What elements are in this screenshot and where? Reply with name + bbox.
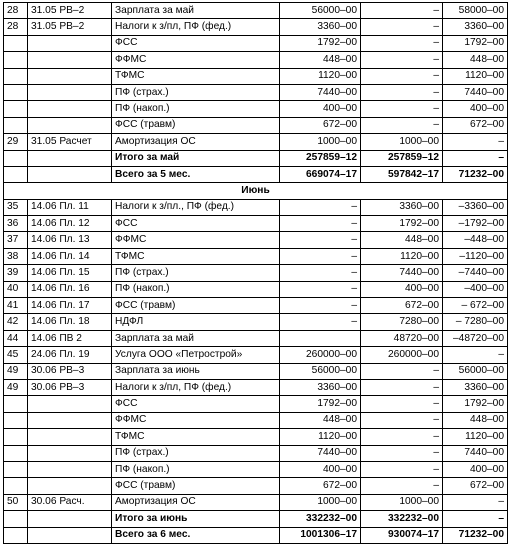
- description-cell: Услуга ООО «Петрострой»: [112, 347, 280, 363]
- date-document-cell: [28, 68, 112, 84]
- date-document-cell: [28, 527, 112, 543]
- amount-cell-1: 400–00: [280, 461, 361, 477]
- amount-cell-1: –: [280, 281, 361, 297]
- entry-number-cell: [4, 35, 28, 51]
- amount-cell-3: 3360–00: [443, 379, 508, 395]
- description-cell: Амортизация ОС: [112, 134, 280, 150]
- amount-cell-3: 448–00: [443, 52, 508, 68]
- amount-cell-3: –448–00: [443, 232, 508, 248]
- date-document-cell: 14.06 Пл. 14: [28, 248, 112, 264]
- amount-cell-3: –: [443, 494, 508, 510]
- description-cell: ПФ (накоп.): [112, 101, 280, 117]
- entry-number-cell: [4, 396, 28, 412]
- table-row: [4, 347, 508, 363]
- description-cell: НДФЛ: [112, 314, 280, 330]
- description-cell: ПФ (накоп.): [112, 461, 280, 477]
- amount-cell-3: 1792–00: [443, 35, 508, 51]
- amount-cell-2: –: [361, 84, 443, 100]
- amount-cell-2: –: [361, 101, 443, 117]
- entry-number-cell: 40: [4, 281, 28, 297]
- amount-cell-2: –: [361, 379, 443, 395]
- table-row: [4, 445, 508, 461]
- entry-number-cell: 38: [4, 248, 28, 264]
- amount-cell-1: 1000–00: [280, 134, 361, 150]
- amount-cell-2: –: [361, 478, 443, 494]
- description-cell: Налоги к з/пл, ПФ (фед.): [112, 19, 280, 35]
- amount-cell-2: 1000–00: [361, 134, 443, 150]
- entry-number-cell: [4, 429, 28, 445]
- table-row: [4, 265, 508, 281]
- date-document-cell: [28, 412, 112, 428]
- amount-cell-2: 597842–17: [361, 166, 443, 182]
- date-document-cell: 30.06 Расч.: [28, 494, 112, 510]
- date-document-cell: 14.06 Пл. 18: [28, 314, 112, 330]
- amount-cell-2: 260000–00: [361, 347, 443, 363]
- description-cell: Амортизация ОС: [112, 494, 280, 510]
- amount-cell-3: 56000–00: [443, 363, 508, 379]
- amount-cell-1: 1792–00: [280, 396, 361, 412]
- ledger-table: [3, 2, 508, 544]
- description-cell: Итого за май: [112, 150, 280, 166]
- amount-cell-2: –: [361, 412, 443, 428]
- amount-cell-3: –: [443, 150, 508, 166]
- amount-cell-3: 400–00: [443, 101, 508, 117]
- amount-cell-3: 672–00: [443, 117, 508, 133]
- amount-cell-1: –: [280, 232, 361, 248]
- date-document-cell: [28, 35, 112, 51]
- entry-number-cell: 44: [4, 330, 28, 346]
- description-cell: ФСС: [112, 396, 280, 412]
- entry-number-cell: 41: [4, 298, 28, 314]
- entry-number-cell: 36: [4, 216, 28, 232]
- table-row: [4, 68, 508, 84]
- table-row: [4, 379, 508, 395]
- amount-cell-2: 672–00: [361, 298, 443, 314]
- description-cell: ПФ (страх.): [112, 265, 280, 281]
- table-row: [4, 363, 508, 379]
- date-document-cell: [28, 445, 112, 461]
- date-document-cell: 14.06 Пл. 12: [28, 216, 112, 232]
- amount-cell-3: 672–00: [443, 478, 508, 494]
- amount-cell-2: 930074–17: [361, 527, 443, 543]
- date-document-cell: 30.06 РВ–3: [28, 363, 112, 379]
- entry-number-cell: 29: [4, 134, 28, 150]
- description-cell: Налоги к з/пл, ПФ (фед.): [112, 379, 280, 395]
- amount-cell-1: 400–00: [280, 101, 361, 117]
- description-cell: ПФ (страх.): [112, 445, 280, 461]
- entry-number-cell: [4, 52, 28, 68]
- amount-cell-3: –: [443, 511, 508, 527]
- total-row: [4, 511, 508, 527]
- date-document-cell: 31.05 РВ–2: [28, 19, 112, 35]
- table-row: [4, 216, 508, 232]
- amount-cell-3: –3360–00: [443, 199, 508, 215]
- date-document-cell: [28, 84, 112, 100]
- entry-number-cell: 37: [4, 232, 28, 248]
- entry-number-cell: [4, 166, 28, 182]
- amount-cell-2: 257859–12: [361, 150, 443, 166]
- amount-cell-1: –: [280, 199, 361, 215]
- date-document-cell: [28, 166, 112, 182]
- description-cell: ФСС (травм): [112, 298, 280, 314]
- date-document-cell: [28, 101, 112, 117]
- table-row: [4, 298, 508, 314]
- date-document-cell: [28, 429, 112, 445]
- table-row: [4, 35, 508, 51]
- amount-cell-1: –: [280, 216, 361, 232]
- amount-cell-1: 1120–00: [280, 68, 361, 84]
- amount-cell-1: 448–00: [280, 52, 361, 68]
- amount-cell-2: –: [361, 117, 443, 133]
- section-title: Июнь: [4, 183, 508, 199]
- description-cell: ПФ (накоп.): [112, 281, 280, 297]
- description-cell: Всего за 6 мес.: [112, 527, 280, 543]
- description-cell: Зарплата за июнь: [112, 363, 280, 379]
- amount-cell-3: – 7280–00: [443, 314, 508, 330]
- table-row: [4, 248, 508, 264]
- amount-cell-1: 672–00: [280, 117, 361, 133]
- date-document-cell: [28, 52, 112, 68]
- amount-cell-3: 3360–00: [443, 19, 508, 35]
- entry-number-cell: [4, 84, 28, 100]
- date-document-cell: 30.06 РВ–3: [28, 379, 112, 395]
- date-document-cell: 14.06 Пл. 17: [28, 298, 112, 314]
- description-cell: ТФМС: [112, 429, 280, 445]
- amount-cell-1: –: [280, 248, 361, 264]
- amount-cell-1: 56000–00: [280, 363, 361, 379]
- date-document-cell: 14.06 Пл. 16: [28, 281, 112, 297]
- entry-number-cell: [4, 150, 28, 166]
- table-row: [4, 3, 508, 19]
- amount-cell-2: 448–00: [361, 232, 443, 248]
- amount-cell-3: 1120–00: [443, 68, 508, 84]
- amount-cell-3: –48720–00: [443, 330, 508, 346]
- amount-cell-3: 7440–00: [443, 445, 508, 461]
- date-document-cell: 14.06 Пл. 15: [28, 265, 112, 281]
- amount-cell-2: –: [361, 35, 443, 51]
- amount-cell-3: 1120–00: [443, 429, 508, 445]
- amount-cell-1: 1792–00: [280, 35, 361, 51]
- table-row: [4, 101, 508, 117]
- amount-cell-3: 7440–00: [443, 84, 508, 100]
- amount-cell-3: –1792–00: [443, 216, 508, 232]
- date-document-cell: [28, 117, 112, 133]
- description-cell: Всего за 5 мес.: [112, 166, 280, 182]
- total-row: [4, 166, 508, 182]
- amount-cell-1: 3360–00: [280, 379, 361, 395]
- description-cell: ПФ (страх.): [112, 84, 280, 100]
- amount-cell-2: –: [361, 19, 443, 35]
- entry-number-cell: [4, 117, 28, 133]
- amount-cell-1: 3360–00: [280, 19, 361, 35]
- date-document-cell: 24.06 Пл. 19: [28, 347, 112, 363]
- date-document-cell: 14.06 Пл. 11: [28, 199, 112, 215]
- amount-cell-2: –: [361, 68, 443, 84]
- entry-number-cell: 35: [4, 199, 28, 215]
- description-cell: Зарплата за май: [112, 330, 280, 346]
- date-document-cell: 14.06 Пл. 13: [28, 232, 112, 248]
- amount-cell-2: 1000–00: [361, 494, 443, 510]
- amount-cell-2: 400–00: [361, 281, 443, 297]
- section-header-row: [4, 183, 508, 199]
- amount-cell-1: 1000–00: [280, 494, 361, 510]
- entry-number-cell: [4, 68, 28, 84]
- amount-cell-1: 1120–00: [280, 429, 361, 445]
- amount-cell-1: 1001306–17: [280, 527, 361, 543]
- description-cell: ФСС (травм): [112, 117, 280, 133]
- amount-cell-2: –: [361, 461, 443, 477]
- description-cell: ФФМС: [112, 412, 280, 428]
- table-row: [4, 232, 508, 248]
- total-row: [4, 150, 508, 166]
- table-row: [4, 117, 508, 133]
- description-cell: Зарплата за май: [112, 3, 280, 19]
- amount-cell-3: 58000–00: [443, 3, 508, 19]
- amount-cell-2: 1792–00: [361, 216, 443, 232]
- date-document-cell: 14.06 ПВ 2: [28, 330, 112, 346]
- table-row: [4, 314, 508, 330]
- amount-cell-2: –: [361, 396, 443, 412]
- amount-cell-2: 3360–00: [361, 199, 443, 215]
- amount-cell-1: 7440–00: [280, 84, 361, 100]
- entry-number-cell: [4, 461, 28, 477]
- amount-cell-2: –: [361, 52, 443, 68]
- amount-cell-1: –: [280, 265, 361, 281]
- description-cell: ФФМС: [112, 232, 280, 248]
- amount-cell-2: –: [361, 429, 443, 445]
- amount-cell-1: 7440–00: [280, 445, 361, 461]
- date-document-cell: [28, 461, 112, 477]
- amount-cell-3: 1792–00: [443, 396, 508, 412]
- description-cell: ТФМС: [112, 68, 280, 84]
- description-cell: ФФМС: [112, 52, 280, 68]
- table-row: [4, 330, 508, 346]
- description-cell: Итого за июнь: [112, 511, 280, 527]
- table-row: [4, 494, 508, 510]
- entry-number-cell: [4, 527, 28, 543]
- amount-cell-1: 669074–17: [280, 166, 361, 182]
- total-row: [4, 527, 508, 543]
- amount-cell-1: –: [280, 298, 361, 314]
- amount-cell-2: 1120–00: [361, 248, 443, 264]
- table-row: [4, 84, 508, 100]
- amount-cell-3: – 672–00: [443, 298, 508, 314]
- table-row: [4, 429, 508, 445]
- amount-cell-2: –: [361, 363, 443, 379]
- entry-number-cell: 28: [4, 19, 28, 35]
- description-cell: ФСС (травм): [112, 478, 280, 494]
- amount-cell-2: –: [361, 445, 443, 461]
- entry-number-cell: 42: [4, 314, 28, 330]
- amount-cell-3: –: [443, 347, 508, 363]
- description-cell: ФСС: [112, 35, 280, 51]
- table-row: [4, 412, 508, 428]
- entry-number-cell: 49: [4, 363, 28, 379]
- amount-cell-2: –: [361, 3, 443, 19]
- amount-cell-1: [280, 330, 361, 346]
- entry-number-cell: [4, 478, 28, 494]
- entry-number-cell: [4, 445, 28, 461]
- table-row: [4, 281, 508, 297]
- amount-cell-1: 672–00: [280, 478, 361, 494]
- amount-cell-3: –7440–00: [443, 265, 508, 281]
- amount-cell-2: 7280–00: [361, 314, 443, 330]
- amount-cell-3: 71232–00: [443, 527, 508, 543]
- entry-number-cell: 45: [4, 347, 28, 363]
- amount-cell-3: 448–00: [443, 412, 508, 428]
- description-cell: Налоги к з/пл., ПФ (фед.): [112, 199, 280, 215]
- amount-cell-2: 48720–00: [361, 330, 443, 346]
- amount-cell-3: –1120–00: [443, 248, 508, 264]
- entry-number-cell: 28: [4, 3, 28, 19]
- date-document-cell: [28, 511, 112, 527]
- date-document-cell: [28, 150, 112, 166]
- amount-cell-3: 400–00: [443, 461, 508, 477]
- amount-cell-1: 257859–12: [280, 150, 361, 166]
- ledger-body: [4, 3, 508, 544]
- table-row: [4, 478, 508, 494]
- table-row: [4, 19, 508, 35]
- date-document-cell: 31.05 Расчет: [28, 134, 112, 150]
- entry-number-cell: [4, 412, 28, 428]
- table-row: [4, 134, 508, 150]
- amount-cell-3: –: [443, 134, 508, 150]
- description-cell: ТФМС: [112, 248, 280, 264]
- date-document-cell: [28, 478, 112, 494]
- amount-cell-1: –: [280, 314, 361, 330]
- date-document-cell: 31.05 РВ–2: [28, 3, 112, 19]
- table-row: [4, 396, 508, 412]
- table-row: [4, 199, 508, 215]
- entry-number-cell: [4, 511, 28, 527]
- entry-number-cell: 50: [4, 494, 28, 510]
- amount-cell-3: –400–00: [443, 281, 508, 297]
- amount-cell-3: 71232–00: [443, 166, 508, 182]
- amount-cell-1: 56000–00: [280, 3, 361, 19]
- date-document-cell: [28, 396, 112, 412]
- table-row: [4, 52, 508, 68]
- table-row: [4, 461, 508, 477]
- amount-cell-2: 332232–00: [361, 511, 443, 527]
- entry-number-cell: 39: [4, 265, 28, 281]
- amount-cell-1: 260000–00: [280, 347, 361, 363]
- entry-number-cell: [4, 101, 28, 117]
- entry-number-cell: 49: [4, 379, 28, 395]
- description-cell: ФСС: [112, 216, 280, 232]
- amount-cell-1: 448–00: [280, 412, 361, 428]
- amount-cell-2: 7440–00: [361, 265, 443, 281]
- amount-cell-1: 332232–00: [280, 511, 361, 527]
